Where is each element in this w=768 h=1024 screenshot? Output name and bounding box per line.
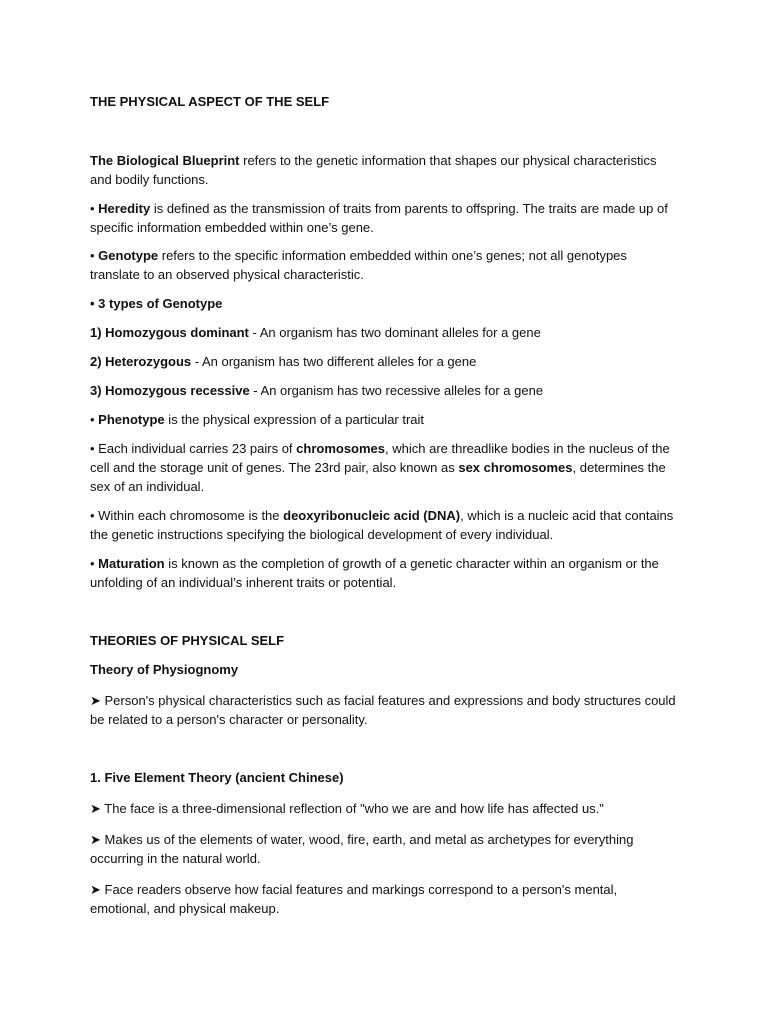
genotype-types-heading-text: • 3 types of Genotype (90, 296, 223, 311)
text-chromosomes-2: , which are threadlike bodies in the nucleus of the cell and the storage unit of genes. The 23rd pair, also known as (90, 441, 670, 475)
subheading-physiognomy: Theory of Physiognomy (90, 662, 239, 677)
text-dna-2: , which is a nucleic acid that contains the genetic instructions specifying the biological development of every individual. (90, 508, 674, 542)
document-page (90, 0, 680, 1024)
term-dna: deoxyribonucleic acid (DNA) (283, 508, 461, 523)
paragraph-dna (90, 506, 680, 544)
genotype-types-heading (90, 294, 680, 313)
text-genotype: refers to the specific information embedded within one’s genes; not all genotypes translate to an observed physical characteristic. (90, 248, 627, 282)
term-biological-blueprint: The Biological Blueprint (90, 153, 240, 168)
paragraph-maturation (90, 554, 680, 592)
paragraph-biological-blueprint (90, 151, 680, 189)
term-sex-chromosomes: sex chromosomes (458, 460, 573, 475)
text-chromosomes-1: • Each individual carries 23 pairs of (90, 441, 297, 456)
text-homozygous-recessive: - An organism has two recessive alleles for a gene (249, 383, 544, 398)
text-maturation: is known as the completion of growth of a genetic character within an organism or the unfolding of an individual’s inherent traits or potential. (90, 556, 659, 590)
paragraph-physiognomy: ➤ Person's physical characteristics such as facial features and expressions and body structures could be related to a person's character or personality. (90, 693, 676, 727)
term-phenotype: Phenotype (98, 412, 165, 427)
text-phenotype: is the physical expression of a particular trait (164, 412, 425, 427)
bullet: • (90, 201, 99, 216)
bullet: • (90, 412, 99, 427)
list-item-homozygous-dominant (90, 323, 680, 342)
text-homozygous-dominant: - An organism has two dominant alleles for a gene (248, 325, 541, 340)
text-dna-1: • Within each chromosome is the (90, 508, 284, 523)
text-heredity: is defined as the transmission of traits from parents to offspring. The traits are made up of specific information embedded within one’s gene. (90, 201, 668, 235)
term-heredity: Heredity (98, 201, 151, 216)
list-item-five-element-1: ➤ The face is a three-dimensional reflection of "who we are and how life has affected us." (90, 801, 604, 816)
term-genotype: Genotype (98, 248, 159, 263)
paragraph-phenotype (90, 410, 680, 429)
term-homozygous-dominant: 1) Homozygous dominant (90, 325, 249, 340)
bullet: • (90, 248, 99, 263)
list-item-homozygous-recessive (90, 381, 680, 400)
text-biological-blueprint: refers to the genetic information that shapes our physical characteristics and bodily functions. (90, 153, 657, 187)
paragraph-heredity (90, 199, 680, 237)
paragraph-chromosomes (90, 439, 680, 496)
list-item-five-element-3: ➤ Face readers observe how facial features and markings correspond to a person's mental, emotional, and physical makeup. (90, 882, 618, 916)
section-heading-theories: THEORIES OF PHYSICAL SELF (90, 633, 285, 648)
subheading-five-element: 1. Five Element Theory (ancient Chinese) (90, 770, 344, 785)
paragraph-genotype (90, 246, 680, 284)
text-chromosomes-3: , determines the sex of an individual. (90, 460, 666, 494)
list-item-heterozygous (90, 352, 680, 371)
list-item-five-element-2: ➤ Makes us of the elements of water, wood, fire, earth, and metal as archetypes for everything occurring in the natural world. (90, 832, 634, 866)
term-chromosomes: chromosomes (296, 441, 386, 456)
text-heterozygous: - An organism has two different alleles for a gene (191, 354, 477, 369)
document-title: THE PHYSICAL ASPECT OF THE SELF (90, 94, 330, 109)
term-maturation: Maturation (98, 556, 165, 571)
bullet: • (90, 556, 99, 571)
term-heterozygous: 2) Heterozygous (90, 354, 192, 369)
term-homozygous-recessive: 3) Homozygous recessive (90, 383, 250, 398)
